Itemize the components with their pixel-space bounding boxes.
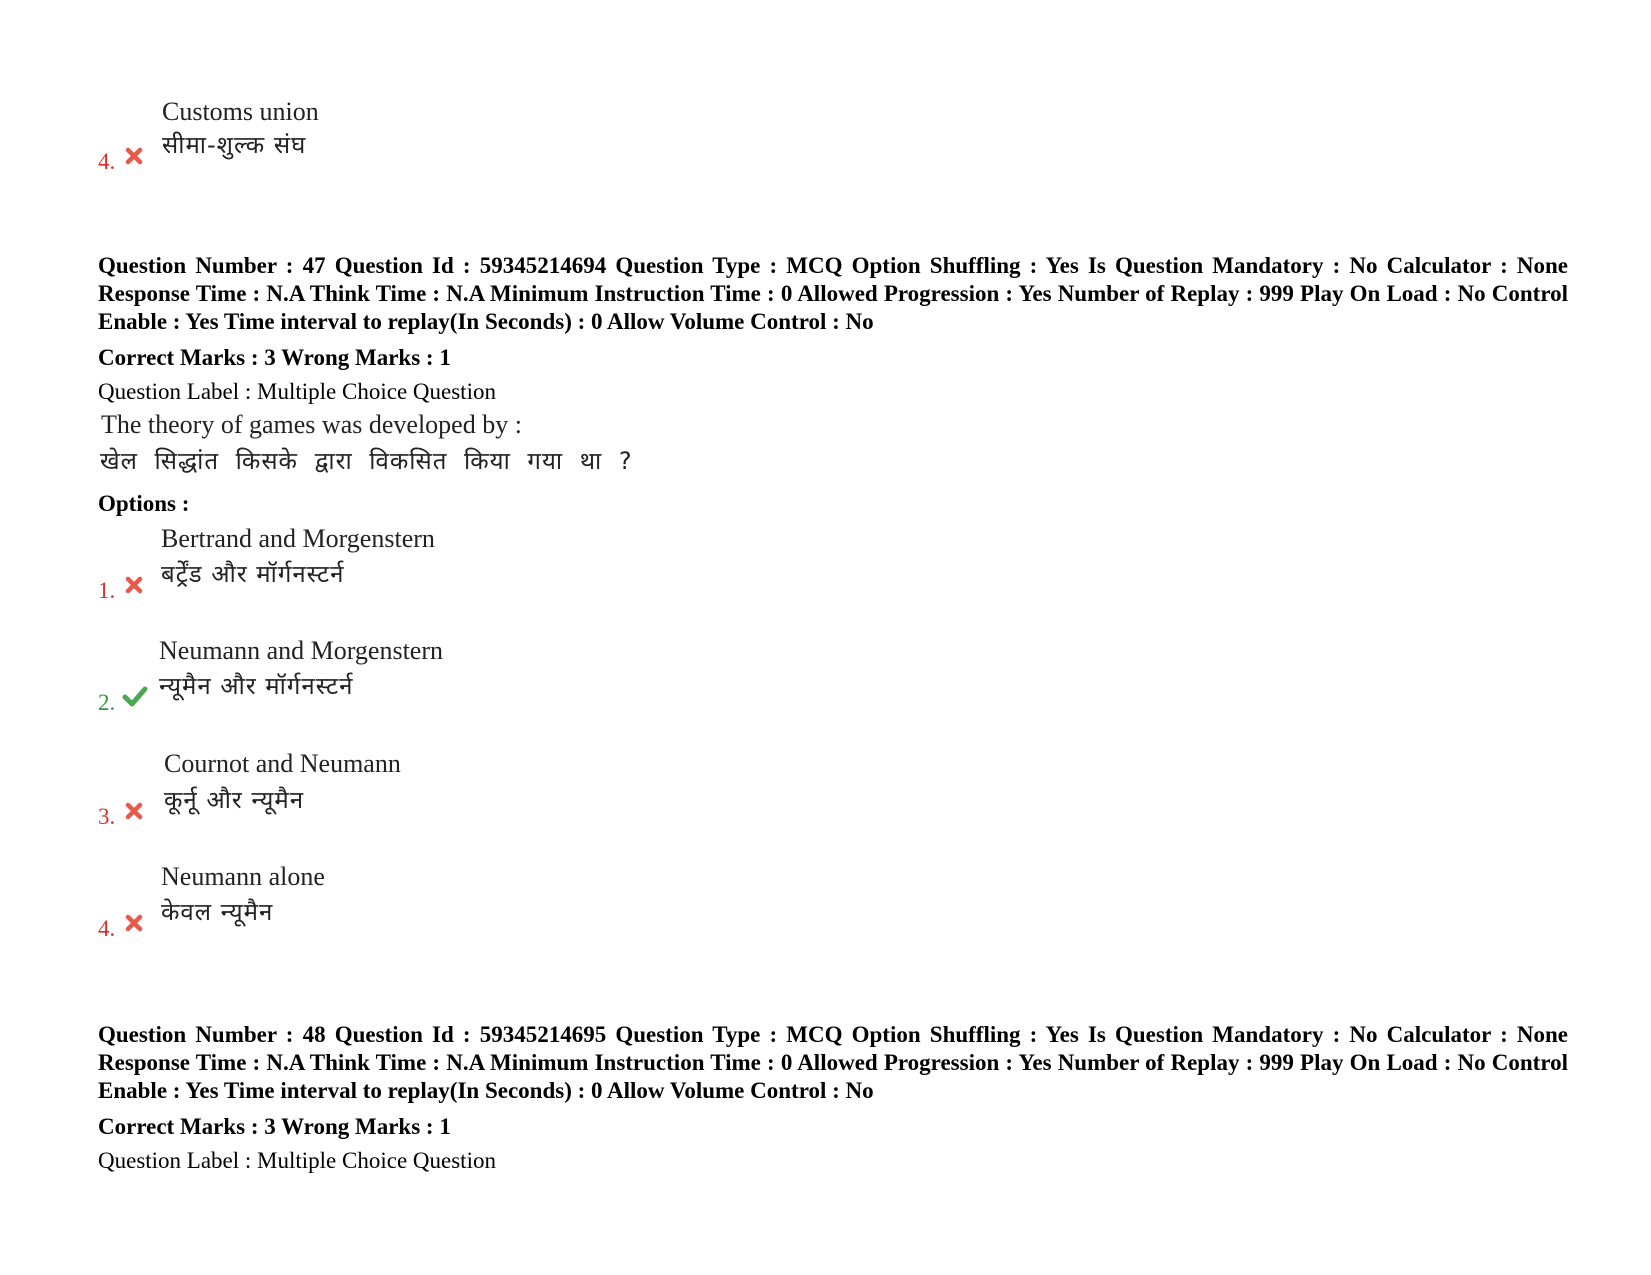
option-english-text: Cournot and Neumann	[164, 749, 401, 778]
question-metadata: Question Number : 47 Question Id : 59345214694 Question Type : MCQ Option Shuffling : Yes Is Question Mandatory : No Calculator : None Response Time : N.A Think Time : N.A Minimum Instruction Time : 0 Allowed Progression : Yes Number of Replay : 999 Play On Load : No Control Enable : Yes Time interval to replay(In Seconds) : 0 Allow Volume Control : No	[98, 253, 1568, 334]
checkmark-icon	[122, 685, 148, 707]
option-english-text: Neumann and Morgenstern	[159, 636, 444, 665]
option-number: 3.	[98, 804, 116, 829]
option-hindi-text: केवल न्यूमैन	[161, 898, 274, 926]
question-text-hindi: खेल सिद्धांत किसके द्वारा विकसित किया गया था ?	[100, 447, 633, 475]
cross-icon	[124, 146, 144, 166]
option-english-text: Neumann alone	[161, 862, 325, 891]
options-heading: Options :	[98, 491, 190, 516]
question-label: Question Label : Multiple Choice Question	[98, 1148, 496, 1173]
option-number: 2.	[98, 690, 116, 715]
cross-icon	[124, 801, 144, 821]
option-number: 4.	[98, 916, 116, 941]
option-english-text: Bertrand and Morgenstern	[161, 524, 435, 553]
option-english-text: Customs union	[162, 97, 319, 126]
question-metadata: Question Number : 48 Question Id : 59345214695 Question Type : MCQ Option Shuffling : Yes Is Question Mandatory : No Calculator : None Response Time : N.A Think Time : N.A Minimum Instruction Time : 0 Allowed Progression : Yes Number of Replay : 999 Play On Load : No Control Enable : Yes Time interval to replay(In Seconds) : 0 Allow Volume Control : No	[98, 1022, 1568, 1103]
question-label: Question Label : Multiple Choice Question	[98, 379, 496, 404]
option-number: 4.	[98, 149, 116, 174]
option-hindi-text: कूर्नू और न्यूमैन	[164, 786, 305, 814]
option-number: 1.	[98, 578, 116, 603]
option-hindi-text: बर्ट्रेंड और मॉर्गनस्टर्न	[161, 560, 345, 588]
cross-icon	[124, 575, 144, 595]
option-hindi-text: न्यूमैन और मॉर्गनस्टर्न	[159, 672, 354, 700]
cross-icon	[124, 913, 144, 933]
question-marks: Correct Marks : 3 Wrong Marks : 1	[98, 1114, 451, 1139]
question-marks: Correct Marks : 3 Wrong Marks : 1	[98, 345, 451, 370]
option-hindi-text: सीमा-शुल्क संघ	[162, 131, 307, 159]
question-text-english: The theory of games was developed by :	[101, 410, 522, 439]
